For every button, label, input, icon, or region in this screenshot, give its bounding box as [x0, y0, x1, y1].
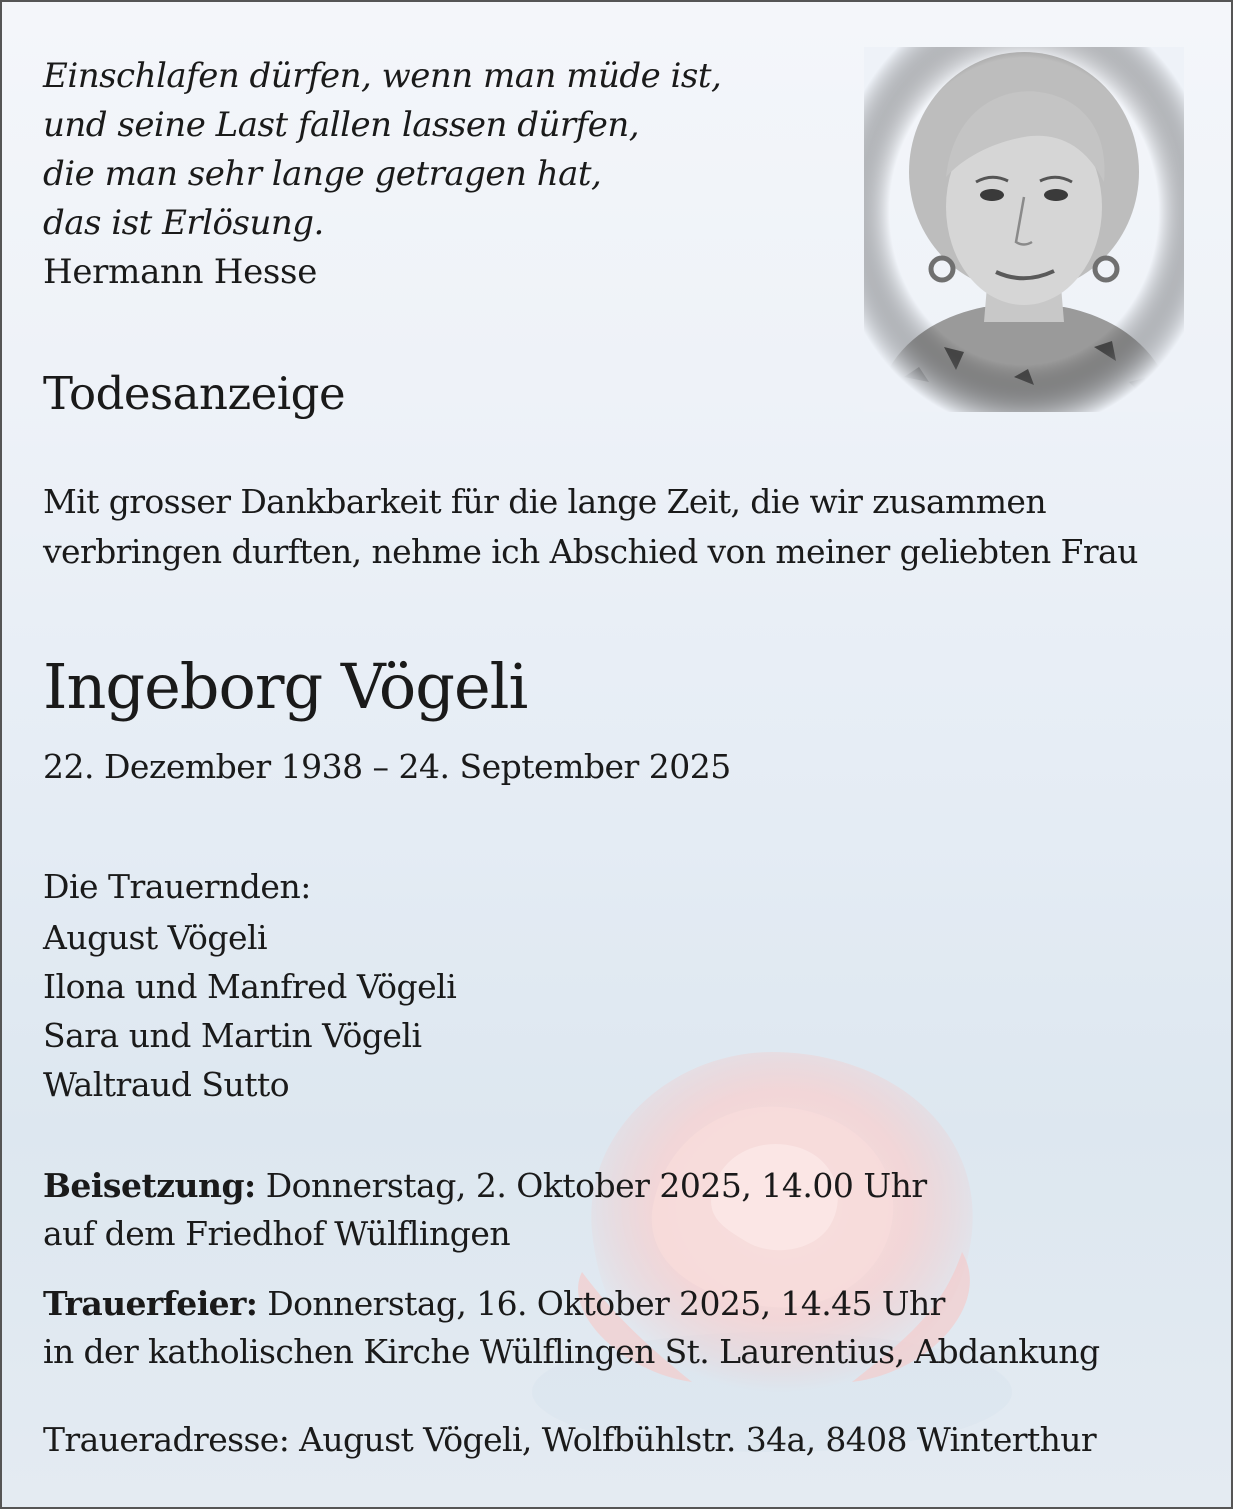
burial-label: Beisetzung:	[43, 1166, 256, 1205]
quote-line: die man sehr lange getragen hat,	[43, 154, 602, 194]
service-where: in der katholischen Kirche Wülflingen St. Laurentius, Abdankung	[43, 1332, 1100, 1371]
intro-line: Mit grosser Dankbarkeit für die lange Zeit, die wir zusammen	[43, 482, 1047, 521]
burial-where: auf dem Friedhof Wülflingen	[43, 1214, 511, 1253]
mourners-label: Die Trauernden:	[43, 867, 311, 906]
life-dates: 22. Dezember 1938 – 24. September 2025	[43, 747, 731, 786]
deceased-name: Ingeborg Vögeli	[43, 650, 528, 723]
mourner-name: August Vögeli	[43, 918, 268, 957]
notice-heading: Todesanzeige	[43, 367, 346, 420]
mourner-name: Sara und Martin Vögeli	[43, 1016, 422, 1055]
service-when: Donnerstag, 16. Oktober 2025, 14.45 Uhr	[257, 1284, 945, 1323]
quote	[43, 52, 721, 248]
mourner-name: Waltraud Sutto	[43, 1065, 290, 1104]
burial-when: Donnerstag, 2. Oktober 2025, 14.00 Uhr	[255, 1166, 927, 1205]
intro-text	[43, 477, 1138, 577]
quote-line: Einschlafen dürfen, wenn man müde ist,	[43, 56, 722, 96]
quote-line: das ist Erlösung.	[43, 203, 324, 243]
mourners-list	[43, 862, 456, 1109]
portrait-photo	[864, 47, 1184, 412]
mourner-name: Ilona und Manfred Vögeli	[43, 967, 457, 1006]
intro-line: verbringen durften, nehme ich Abschied von meiner geliebten Frau	[43, 532, 1138, 571]
mourning-address: Traueradresse: August Vögeli, Wolfbühlstr. 34a, 8408 Winterthur	[43, 1420, 1097, 1459]
burial-info	[43, 1162, 927, 1258]
quote-author: Hermann Hesse	[43, 252, 318, 292]
service-label: Trauerfeier:	[43, 1284, 258, 1323]
quote-line: und seine Last fallen lassen dürfen,	[43, 105, 640, 145]
service-info	[43, 1280, 1100, 1376]
